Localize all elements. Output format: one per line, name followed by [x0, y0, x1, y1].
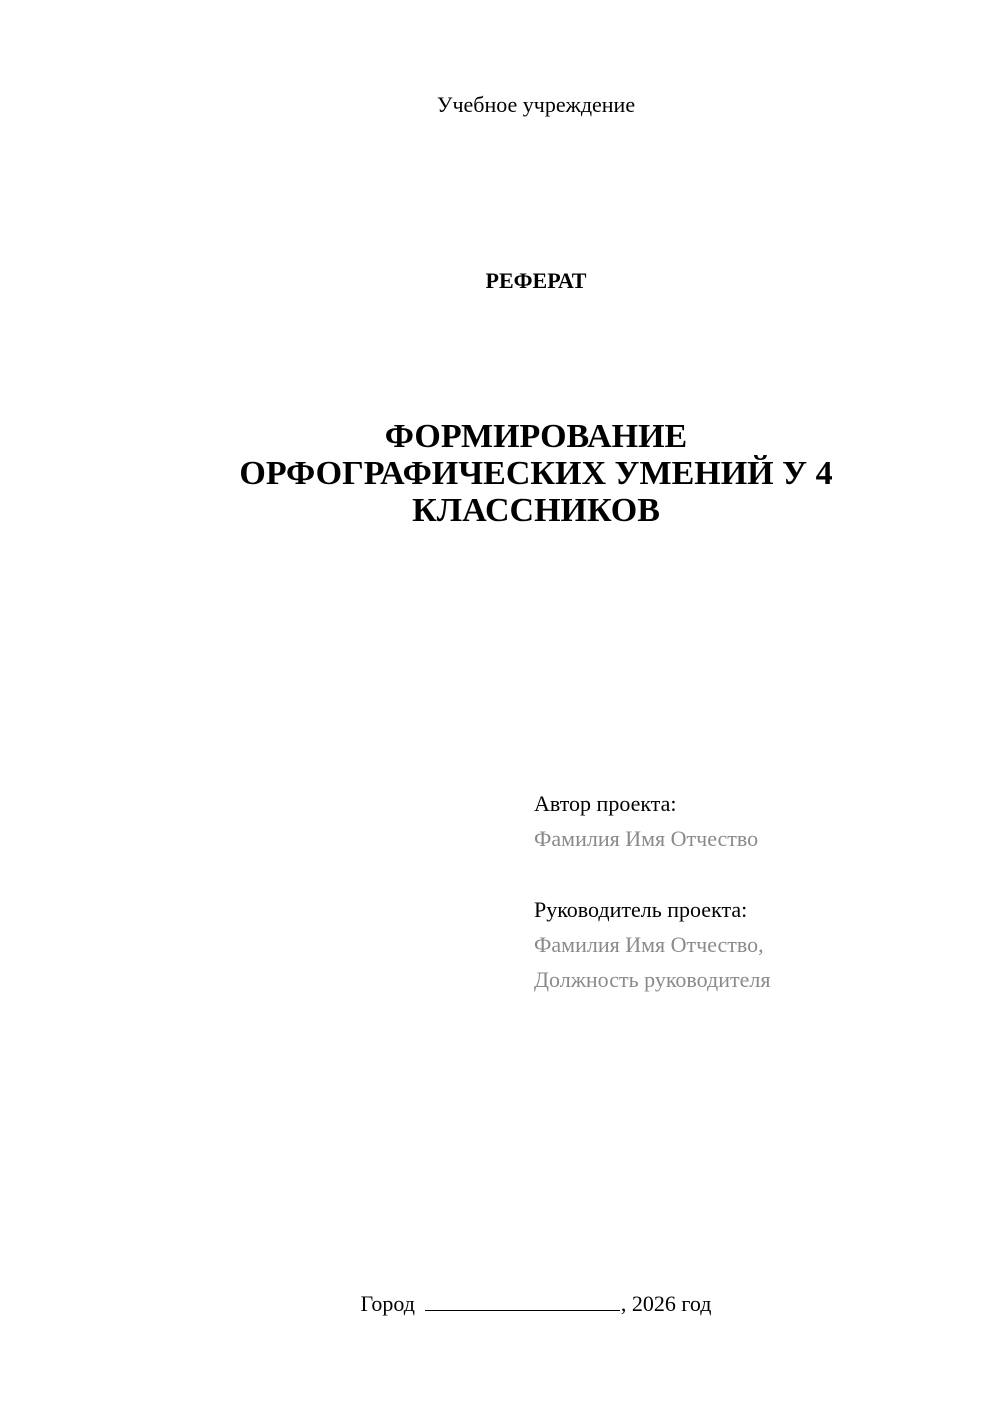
author-name: Фамилия Имя Отчество: [534, 826, 759, 851]
project-roles: [534, 786, 964, 997]
role-spacer: [534, 856, 964, 892]
supervisor-label: Руководитель проекта:: [534, 897, 748, 922]
year-text: , 2026 год: [620, 1291, 712, 1316]
supervisor-position: Должность руководителя: [534, 967, 771, 992]
city-label: Город: [360, 1291, 415, 1316]
document-type: РЕФЕРАТ: [485, 268, 587, 293]
supervisor-block: [534, 892, 964, 997]
city-blank-line: [425, 1290, 620, 1311]
city-year-line: [0, 1289, 1000, 1319]
supervisor-name: Фамилия Имя Отчество,: [534, 932, 764, 957]
institution-name: Учебное учреждение: [436, 92, 636, 117]
document-title: [0, 418, 1000, 529]
title-line: ФОРМИРОВАНИЕ: [384, 418, 688, 455]
title-line: КЛАССНИКОВ: [412, 492, 660, 529]
author-block: [534, 786, 964, 856]
title-line: ОРФОГРАФИЧЕСКИХ УМЕНИЙ У 4: [239, 455, 833, 492]
author-label: Автор проекта:: [534, 791, 677, 816]
